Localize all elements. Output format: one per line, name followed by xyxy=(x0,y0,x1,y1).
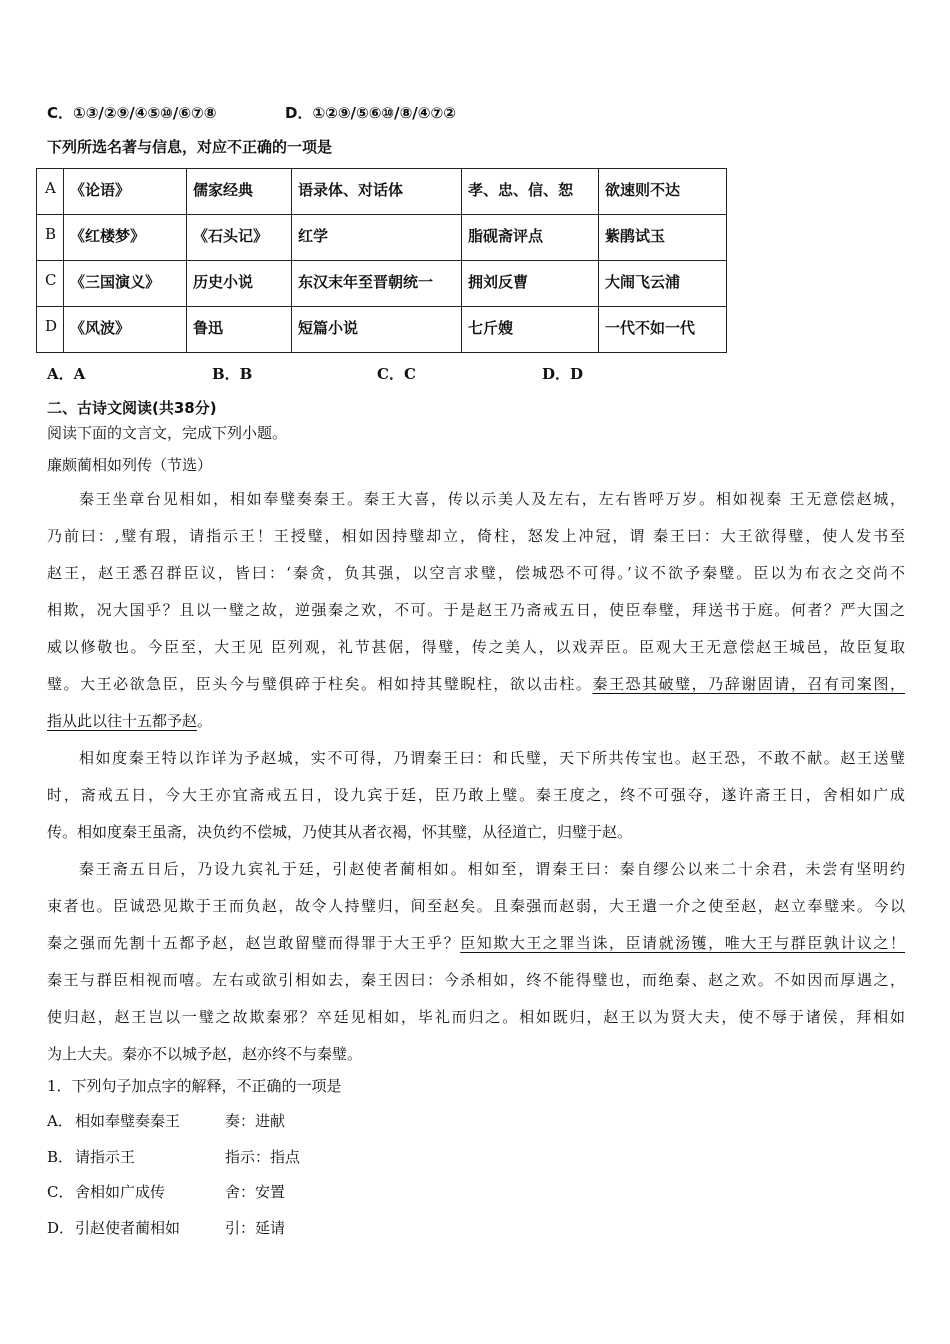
passage-text: 。 xyxy=(197,712,213,730)
answer-c-label: C．C xyxy=(377,365,416,383)
table-cell: 拥刘反曹 xyxy=(462,261,599,307)
answer-b[interactable] xyxy=(212,363,252,384)
answer-a-label: A．A xyxy=(47,365,86,383)
table-cell: 《石头记》 xyxy=(187,215,292,261)
table-cell: 紫鹃试玉 xyxy=(599,215,727,261)
table-row xyxy=(37,215,727,261)
underlined-sentence: 指从此以往十五都予赵 xyxy=(47,712,198,730)
passage-line xyxy=(47,891,905,928)
passage-text: 为上大夫。秦亦不以城予赵，赵亦终不与秦璧。 xyxy=(47,1045,363,1063)
answer-b-label: B．B xyxy=(212,365,253,383)
option-text: 请指示王 xyxy=(75,1147,136,1166)
answer-c[interactable] xyxy=(377,363,416,384)
row-label: C xyxy=(37,261,64,307)
passage-line xyxy=(47,1002,905,1039)
passage-line xyxy=(47,780,905,817)
option-gloss: 奏：进献 xyxy=(225,1112,286,1130)
passage-text: 使归赵，赵王岂以一璧之故欺秦邪？卒廷见相如，毕礼而归之。相如既归，赵王以为贤大夫，使不辱于诸侯，拜相如 xyxy=(47,1008,905,1026)
section-instruction: 阅读下面的文言文，完成下列小题。 xyxy=(47,424,288,442)
passage-text: 秦之强而先割十五都予赵，赵岂敢留璧而得罪于大王乎？ xyxy=(47,934,461,952)
table-cell: 孝、忠、信、恕 xyxy=(462,169,599,215)
underlined-sentence: 臣知欺大王之罪当诛，臣请就汤镬，唯大王与群臣孰计议之！ xyxy=(460,934,905,952)
row-label: B xyxy=(37,215,64,261)
answer-d[interactable] xyxy=(542,363,583,384)
table-cell: 大闹飞云浦 xyxy=(599,261,727,307)
passage-text: 传。相如度秦王虽斋，决负约不偿城，乃使其从者衣褐，怀其璧，从径道亡，归璧于赵。 xyxy=(47,823,633,841)
table-cell: 语录体、对话体 xyxy=(292,169,462,215)
passage-line xyxy=(47,965,905,1002)
passage-line xyxy=(47,854,905,891)
passage-text: 璧。大王必欲急臣，臣头今与璧俱碎于柱矣。相如持其璧睨柱，欲以击柱。 xyxy=(47,675,593,693)
option-text: 舍相如广成传 xyxy=(75,1183,166,1201)
passage-text: 束者也。臣诚恐见欺于王而负赵，故令人持璧归，间至赵矣。且秦强而赵弱，大王遣一介之使至赵，赵立奉璧来。今以 xyxy=(47,897,905,915)
passage-line xyxy=(47,669,905,706)
option-gloss: 舍：安置 xyxy=(225,1183,286,1201)
passage-text: 相欺，况大国乎？且以一璧之故，逆强秦之欢，不可。于是赵王乃斋戒五日，使臣奉璧，拜送书于庭。何者？严大国之 xyxy=(47,601,905,619)
table-row xyxy=(37,169,727,215)
passage-text: 秦王斋五日后，乃设九宾礼于廷，引赵使者蔺相如。相如至，谓秦王曰：秦自缪公以来二十余君，未尝有坚明约 xyxy=(79,860,905,878)
passage-text: 威以修敬也。今臣至，大王见 臣列观，礼节甚倨，得璧，传之美人，以戏弄臣。臣观大王无意偿赵王城邑，故臣复取 xyxy=(47,638,905,656)
table-row xyxy=(37,261,727,307)
passage-line xyxy=(47,558,905,595)
passage-line xyxy=(47,817,905,854)
table-cell: 《红楼梦》 xyxy=(64,215,187,261)
table-cell: 七斤嫂 xyxy=(462,307,599,353)
option-label[interactable]: B． xyxy=(47,1147,74,1166)
option-d-prev: D．①②⑨/⑤⑥⑩/⑧/④⑦② xyxy=(285,104,456,122)
table-cell: 欲速则不达 xyxy=(599,169,727,215)
option-label[interactable]: C． xyxy=(47,1183,74,1201)
works-table xyxy=(36,168,727,353)
question-stem: 下列所选名著与信息，对应不正确的一项是 xyxy=(47,138,333,156)
option-gloss: 指示：指点 xyxy=(225,1147,301,1166)
table-cell: 鲁迅 xyxy=(187,307,292,353)
passage-line xyxy=(47,521,905,558)
passage-text: 时，斋戒五日，今大王亦宜斋戒五日，设九宾于廷，臣乃敢上璧。秦王度之，终不可强夺，遂许斋王日，舍相如广成 xyxy=(47,786,905,804)
passage xyxy=(47,484,905,1076)
passage-line xyxy=(47,743,905,780)
passage-line xyxy=(47,1039,905,1076)
table-cell: 短篇小说 xyxy=(292,307,462,353)
option-gloss: 引：延请 xyxy=(225,1218,286,1237)
passage-line xyxy=(47,484,905,521)
passage-line xyxy=(47,595,905,632)
underlined-sentence: 秦王恐其破璧，乃辞谢固请，召有司案图， xyxy=(592,675,905,693)
passage-line xyxy=(47,632,905,669)
question-1-stem: 1．下列句子加点字的解释，不正确的一项是 xyxy=(47,1077,342,1095)
passage-text: 相如度秦王特以诈详为予赵城，实不可得，乃谓秦王曰：和氏璧，天下所共传宝也。赵王恐，不敢不献。赵王送璧 xyxy=(79,749,905,767)
passage-text: 秦王与群臣相视而嘻。左右或欲引相如去，秦王因曰：今杀相如，终不能得璧也，而绝秦、赵之欢。不如因而厚遇之， xyxy=(47,971,905,989)
passage-line xyxy=(47,928,905,965)
table-cell: 东汉末年至晋朝统一 xyxy=(292,261,462,307)
passage-line xyxy=(47,706,905,743)
option-c-prev: C．①③/②⑨/④⑤⑩/⑥⑦⑧ xyxy=(47,104,217,122)
table-cell: 《风波》 xyxy=(64,307,187,353)
answer-d-label: D．D xyxy=(542,365,584,383)
table-cell: 红学 xyxy=(292,215,462,261)
passage-text: 乃前曰：,璧有瑕，请指示王！王授璧，相如因持璧却立，倚柱，怒发上冲冠，谓 秦王曰：大王欲得璧，使人发书至 xyxy=(47,527,905,545)
passage-text: 赵王，赵王悉召群臣议，皆曰：‘秦贪，负其强，以空言求璧，偿城恐不可得。’议不欲予秦璧。臣以为布衣之交尚不 xyxy=(47,564,905,582)
table-cell: 儒家经典 xyxy=(187,169,292,215)
table-row xyxy=(37,307,727,353)
option-label[interactable]: A． xyxy=(47,1112,73,1130)
row-label: A xyxy=(37,169,64,215)
option-text: 引赵使者蔺相如 xyxy=(75,1218,181,1237)
passage-title: 廉颇蔺相如列传（节选） xyxy=(47,456,213,474)
table-cell: 脂砚斋评点 xyxy=(462,215,599,261)
passage-text: 秦王坐章台见相如，相如奉璧奏秦王。秦王大喜，传以示美人及左右，左右皆呼万岁。相如视秦 王无意偿赵城， xyxy=(79,490,905,508)
table-cell: 《三国演义》 xyxy=(64,261,187,307)
answer-a[interactable] xyxy=(47,363,85,384)
table-cell: 《论语》 xyxy=(64,169,187,215)
option-label[interactable]: D． xyxy=(47,1218,75,1237)
section-heading: 二、古诗文阅读(共38分) xyxy=(47,399,217,417)
table-cell: 历史小说 xyxy=(187,261,292,307)
option-text: 相如奉璧奏秦王 xyxy=(75,1112,181,1130)
row-label: D xyxy=(37,307,64,353)
table-cell: 一代不如一代 xyxy=(599,307,727,353)
